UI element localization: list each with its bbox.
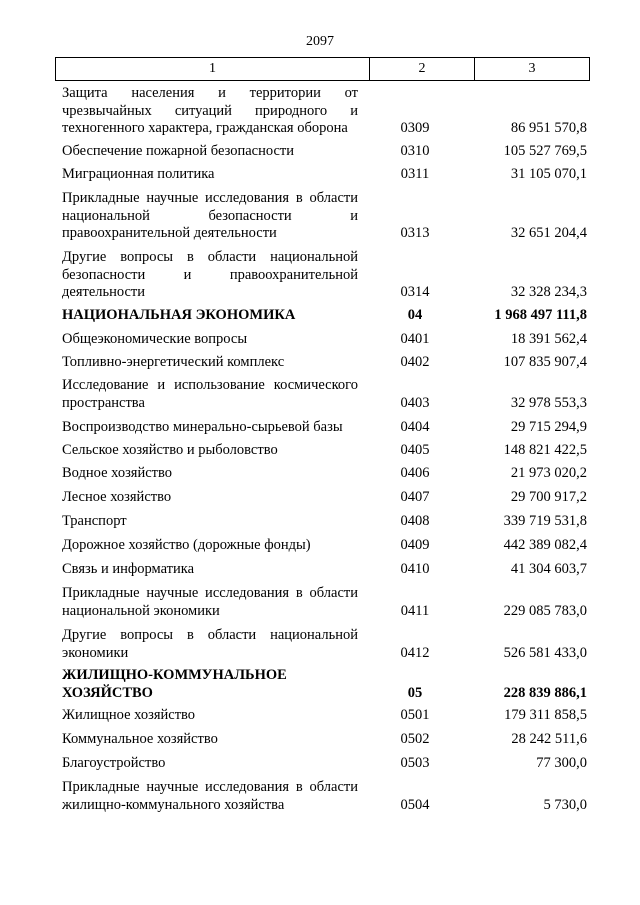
row-name bbox=[62, 377, 358, 412]
row-code: 0314 bbox=[400, 284, 430, 300]
row-name-line: НАЦИОНАЛЬНАЯ ЭКОНОМИКА bbox=[62, 307, 296, 323]
row-amount: 18 391 562,4 bbox=[510, 331, 587, 347]
row-name-line: ЖИЛИЩНО-КОММУНАЛЬНОЕ bbox=[62, 667, 287, 683]
row-code: 0410 bbox=[400, 561, 430, 577]
row-code: 0503 bbox=[400, 755, 430, 771]
row-amount: 5 730,0 bbox=[543, 796, 587, 813]
row-amount: 442 389 082,4 bbox=[503, 537, 587, 553]
row-name-line: пространства bbox=[62, 394, 145, 411]
row-name-line: Обеспечение пожарной безопасности bbox=[62, 143, 295, 159]
row-name-line: Дорожное хозяйство (дорожные фонды) bbox=[62, 537, 311, 553]
row-name bbox=[62, 667, 358, 702]
row-code: 0406 bbox=[400, 465, 430, 481]
row-amount: 77 300,0 bbox=[536, 755, 587, 771]
row-name bbox=[62, 537, 358, 555]
row-name bbox=[62, 755, 358, 773]
column-header-amount: 3 bbox=[528, 61, 536, 76]
row-name-line: национальной безопасности и bbox=[62, 207, 358, 224]
row-name bbox=[62, 513, 358, 531]
row-name bbox=[62, 143, 358, 161]
row-name bbox=[62, 166, 358, 184]
row-code: 0409 bbox=[400, 537, 430, 553]
row-name bbox=[62, 585, 358, 620]
row-code: 0407 bbox=[400, 489, 430, 505]
row-name bbox=[62, 707, 358, 725]
row-amount: 32 978 553,3 bbox=[510, 394, 587, 411]
row-name-line: Водное хозяйство bbox=[62, 465, 173, 481]
row-amount: 339 719 531,8 bbox=[503, 513, 587, 529]
row-name-line: Сельское хозяйство и рыболовство bbox=[62, 442, 278, 458]
row-name bbox=[62, 419, 358, 437]
row-name bbox=[62, 442, 358, 460]
row-name-line: Топливно-энергетический комплекс bbox=[62, 354, 285, 370]
row-amount: 526 581 433,0 bbox=[503, 644, 587, 661]
row-amount: 148 821 422,5 bbox=[503, 442, 587, 458]
row-code: 04 bbox=[407, 307, 423, 323]
row-name-line: Миграционная политика bbox=[62, 166, 215, 182]
row-code: 0504 bbox=[400, 796, 430, 813]
row-name-line: Прикладные научные исследования в области bbox=[62, 190, 358, 206]
row-name-line: техногенного характера, гражданская оборона bbox=[62, 120, 348, 136]
row-amount: 228 839 886,1 bbox=[503, 684, 587, 701]
column-header-name: 1 bbox=[56, 58, 370, 80]
row-amount: 32 328 234,3 bbox=[510, 284, 587, 300]
row-code: 0502 bbox=[400, 731, 430, 747]
row-amount: 21 973 020,2 bbox=[510, 465, 587, 481]
row-name-line: экономики bbox=[62, 644, 129, 661]
row-name-line: Исследование и использование космического bbox=[62, 377, 358, 393]
row-name bbox=[62, 354, 358, 372]
row-name bbox=[62, 331, 358, 349]
row-name-line: безопасности и правоохранительной bbox=[62, 266, 358, 283]
row-name bbox=[62, 307, 358, 325]
row-amount: 1 968 497 111,8 bbox=[494, 307, 587, 323]
row-amount: 29 700 917,2 bbox=[510, 489, 587, 505]
row-name-line: деятельности bbox=[62, 284, 146, 300]
row-name bbox=[62, 489, 358, 507]
row-amount: 32 651 204,4 bbox=[510, 225, 587, 241]
page-number: 2097 bbox=[306, 34, 334, 49]
row-name-line: ХОЗЯЙСТВО bbox=[62, 684, 153, 701]
row-code: 05 bbox=[407, 684, 423, 701]
row-name-line: правоохранительной деятельности bbox=[62, 225, 277, 241]
row-code: 0311 bbox=[400, 166, 430, 182]
row-code: 0411 bbox=[400, 602, 430, 619]
row-name-line: Лесное хозяйство bbox=[62, 489, 172, 505]
row-name-line: национальной экономики bbox=[62, 602, 220, 619]
row-name-line: Другие вопросы в области национальной bbox=[62, 627, 358, 643]
row-name bbox=[62, 249, 358, 302]
row-amount: 107 835 907,4 bbox=[503, 354, 587, 370]
row-name-line: Общеэкономические вопросы bbox=[62, 331, 248, 347]
row-code: 0309 bbox=[400, 120, 430, 136]
row-code: 0408 bbox=[400, 513, 430, 529]
column-header-code: 2 bbox=[370, 58, 475, 80]
row-name-line: Прикладные научные исследования в области bbox=[62, 779, 358, 795]
row-name-line: Другие вопросы в области национальной bbox=[62, 249, 358, 265]
row-amount: 179 311 858,5 bbox=[504, 707, 587, 723]
row-name-line: чрезвычайных ситуаций природного и bbox=[62, 102, 358, 119]
row-name bbox=[62, 779, 358, 814]
row-code: 0403 bbox=[400, 394, 430, 411]
row-name-line: Защита населения и территории от bbox=[62, 85, 358, 101]
row-code: 0412 bbox=[400, 644, 430, 661]
row-name-line: Связь и информатика bbox=[62, 561, 195, 577]
row-amount: 229 085 783,0 bbox=[503, 602, 587, 619]
row-code: 0402 bbox=[400, 354, 430, 370]
row-name bbox=[62, 731, 358, 749]
row-name-line: Коммунальное хозяйство bbox=[62, 731, 218, 747]
row-amount: 29 715 294,9 bbox=[510, 419, 587, 435]
row-amount: 41 304 603,7 bbox=[510, 561, 587, 577]
row-code: 0501 bbox=[400, 707, 430, 723]
row-name-line: Благоустройство bbox=[62, 755, 166, 771]
row-name bbox=[62, 465, 358, 483]
row-name-line: Воспроизводство минерально-сырьевой базы bbox=[62, 419, 343, 435]
row-amount: 105 527 769,5 bbox=[503, 143, 587, 159]
row-name bbox=[62, 190, 358, 243]
row-amount: 28 242 511,6 bbox=[511, 731, 587, 747]
row-code: 0310 bbox=[400, 143, 430, 159]
row-name-line: жилищно-коммунального хозяйства bbox=[62, 796, 285, 813]
row-name bbox=[62, 85, 358, 138]
row-code: 0313 bbox=[400, 225, 430, 241]
row-code: 0405 bbox=[400, 442, 430, 458]
row-amount: 86 951 570,8 bbox=[510, 120, 587, 136]
row-code: 0404 bbox=[400, 419, 430, 435]
row-name-line: Жилищное хозяйство bbox=[62, 707, 196, 723]
row-name bbox=[62, 627, 358, 662]
row-name-line: Прикладные научные исследования в области bbox=[62, 585, 358, 601]
row-amount: 31 105 070,1 bbox=[510, 166, 587, 182]
row-code: 0401 bbox=[400, 331, 430, 347]
row-name-line: Транспорт bbox=[62, 513, 127, 529]
row-name bbox=[62, 561, 358, 579]
